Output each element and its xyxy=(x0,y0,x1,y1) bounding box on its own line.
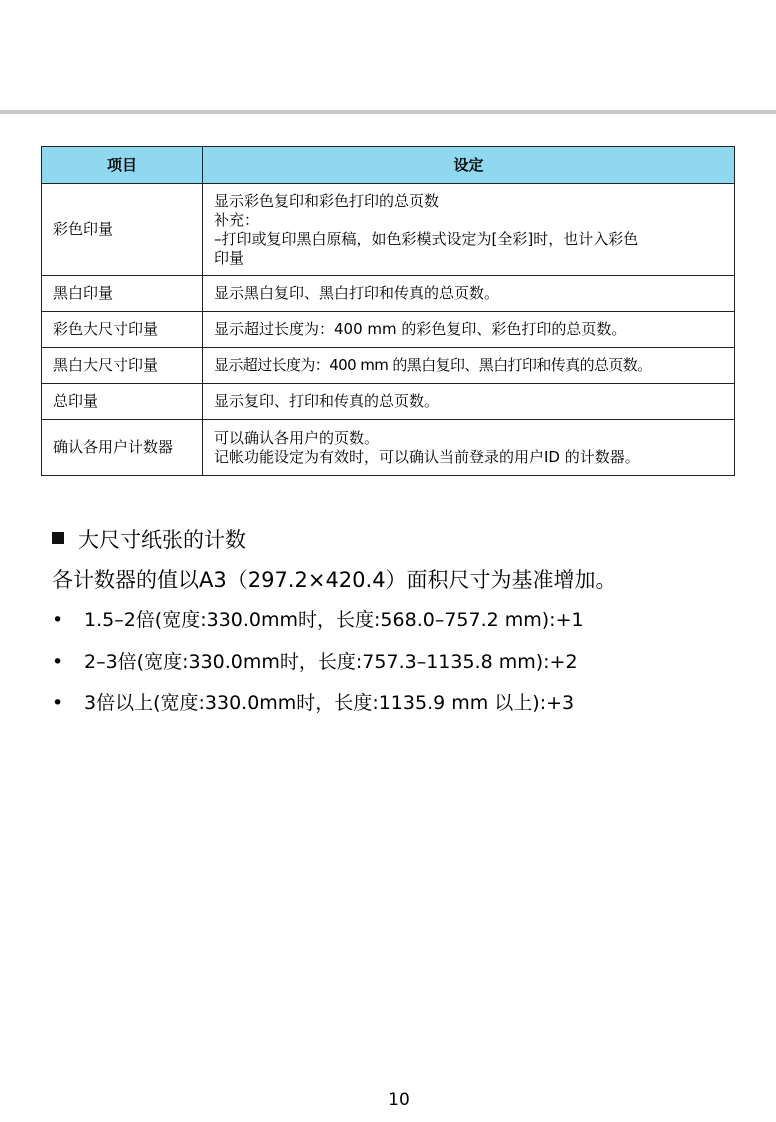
description-line: 记帐功能设定为有效时，可以确认当前登录的用户ID 的计数器。 xyxy=(214,447,640,466)
list-item xyxy=(52,689,584,731)
row-description xyxy=(203,348,735,384)
list-item xyxy=(52,648,584,690)
row-item-label: 黑白印量 xyxy=(42,276,203,312)
description-line: 显示超过长度为：400 mm 的黑白复印、黑白打印和传真的总页数。 xyxy=(214,356,652,374)
table-row xyxy=(42,384,735,420)
row-item-label: 彩色印量 xyxy=(42,184,203,276)
table-row xyxy=(42,276,735,312)
row-description xyxy=(203,312,735,348)
list-item xyxy=(52,606,584,648)
row-description xyxy=(203,276,735,312)
column-header-item: 项目 xyxy=(42,147,203,184)
section-title-text: 大尺寸纸张的计数 xyxy=(78,528,246,552)
description-line: 补充： xyxy=(214,210,260,229)
table-row xyxy=(42,420,735,476)
section-heading xyxy=(52,526,246,554)
bullet-dot-icon: • xyxy=(52,650,64,673)
row-description xyxy=(203,184,735,276)
square-bullet-icon xyxy=(52,532,64,544)
header-rule xyxy=(0,110,776,114)
list-item-text: 3倍以上(宽度:330.0mm时，长度:1135.9 mm 以上):+3 xyxy=(84,692,575,714)
table-row xyxy=(42,184,735,276)
description-line: 印量 xyxy=(214,248,245,267)
row-item-label: 确认各用户计数器 xyxy=(42,420,203,476)
table-row xyxy=(42,312,735,348)
settings-table xyxy=(41,146,735,476)
section-intro: 各计数器的值以A3（297.2×420.4）面积尺寸为基准增加。 xyxy=(52,568,617,592)
row-item-label: 彩色大尺寸印量 xyxy=(42,312,203,348)
description-line: 显示复印、打印和传真的总页数。 xyxy=(214,392,440,410)
row-item-label: 黑白大尺寸印量 xyxy=(42,348,203,384)
row-description xyxy=(203,420,735,476)
row-description xyxy=(203,384,735,420)
list-item-text: 2–3倍(宽度:330.0mm时，长度:757.3–1135.8 mm):+2 xyxy=(84,650,578,673)
table-header-row xyxy=(42,147,735,184)
table-row xyxy=(42,348,735,384)
page-number: 10 xyxy=(388,1090,410,1110)
bullet-dot-icon: • xyxy=(52,692,64,714)
bullet-dot-icon: • xyxy=(52,609,64,631)
description-line: 显示超过长度为：400 mm 的彩色复印、彩色打印的总页数。 xyxy=(214,320,627,338)
description-line: 显示黑白复印、黑白打印和传真的总页数。 xyxy=(214,284,500,302)
column-header-setting: 设定 xyxy=(203,147,735,184)
description-line: –打印或复印黑白原稿，如色彩模式设定为[全彩]时，也计入彩色 xyxy=(214,229,639,248)
description-line: 可以确认各用户的页数。 xyxy=(214,428,380,447)
row-item-label: 总印量 xyxy=(42,384,203,420)
list-item-text: 1.5–2倍(宽度:330.0mm时，长度:568.0–757.2 mm):+1 xyxy=(84,609,584,631)
bullet-list xyxy=(52,606,584,731)
description-line: 显示彩色复印和彩色打印的总页数 xyxy=(214,191,440,210)
